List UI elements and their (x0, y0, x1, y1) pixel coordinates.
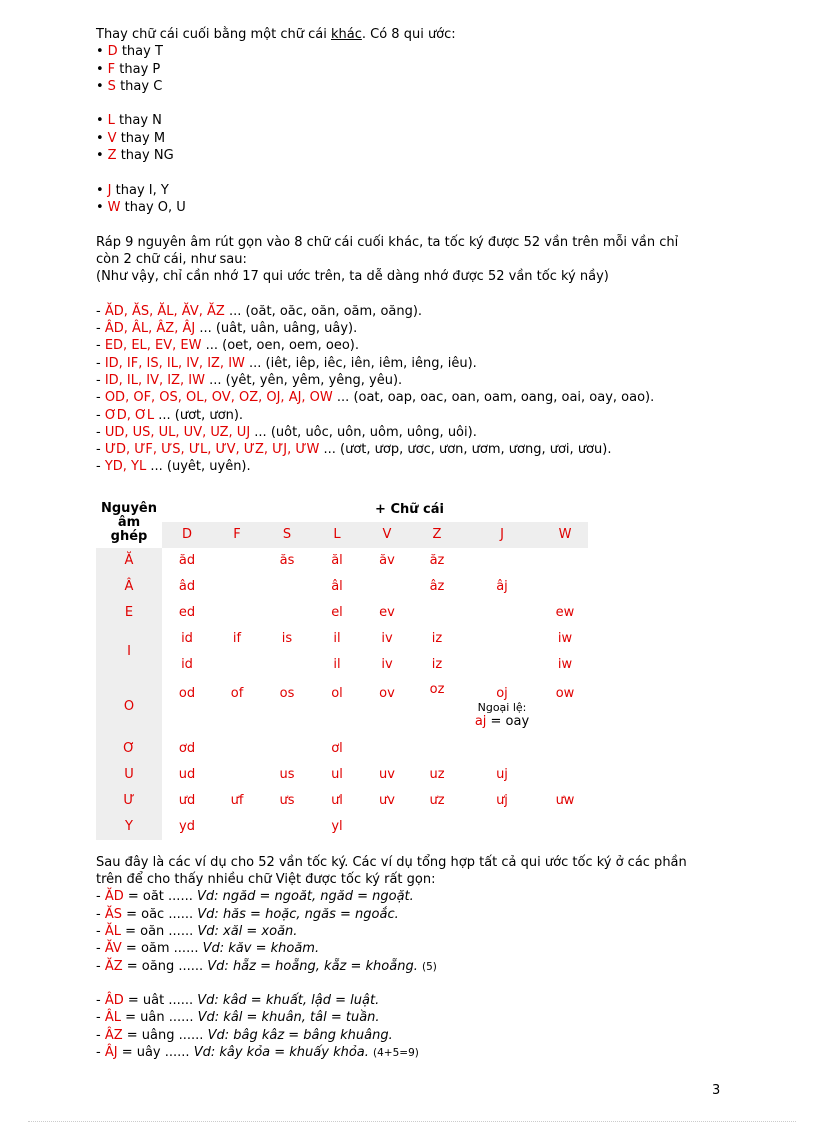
example-meaning: = uây ...... (117, 1044, 194, 1060)
table-cell: iz (431, 631, 443, 647)
table-row (96, 678, 588, 736)
table-cell: uj (496, 767, 508, 783)
paragraph-line: trên để cho thấy nhiều chữ Việt được tốc ký rất gọn: (96, 872, 436, 888)
bullet-icon: • (96, 78, 104, 94)
table-cell (262, 814, 312, 840)
table-row (96, 574, 588, 600)
table-cell: âd (178, 579, 196, 595)
table-cell (212, 736, 262, 762)
spacer (96, 95, 736, 112)
bullet-icon: • (96, 130, 104, 146)
row-vowel: I (96, 626, 162, 678)
rule-text: thay P (115, 61, 161, 77)
example-code: ĂL (104, 923, 121, 939)
table-cell: us (279, 767, 295, 783)
exception-code: aj (474, 713, 487, 729)
row-vowel: Ư (96, 788, 162, 814)
example-text: Vd: hẵz = hoẵng, kẵz = khoẵng. (207, 958, 418, 974)
table-cell: iv (381, 657, 393, 673)
table-cell (462, 814, 542, 840)
table-cell: ăv (379, 553, 395, 569)
example-meaning: = oăt ...... (123, 889, 197, 905)
table-cell: âz (429, 579, 445, 595)
rhyme-meaning: ... (ươt, ươn). (154, 407, 244, 423)
table-cell (462, 600, 542, 626)
example-code: ÂJ (104, 1044, 118, 1060)
rhyme-item (96, 355, 736, 372)
dash: - (96, 442, 105, 458)
dash: - (96, 459, 105, 475)
rule-item (96, 147, 736, 164)
table-cell: os (279, 685, 295, 701)
corner-header (96, 498, 162, 548)
bullet-icon: • (96, 44, 104, 60)
table-cell: ưf (230, 793, 244, 809)
table-cell (412, 600, 462, 626)
example-item: - ÂL = uân ...... Vd: kâl = khuân, tâl = tuần. (96, 1010, 380, 1026)
paragraph-line: còn 2 chữ cái, như sau: (96, 251, 247, 267)
rhyme-item (96, 441, 736, 458)
table-cell: iw (557, 631, 573, 647)
row-vowel: O (96, 678, 162, 736)
table-cell: ưd (178, 793, 196, 809)
example-text: Vd: kâl = khuân, tâl = tuần. (197, 1010, 380, 1026)
table-cell (212, 548, 262, 574)
example-text: Vd: bâg kâz = bâng khuâng. (207, 1027, 393, 1043)
dash: - (96, 338, 105, 354)
row-vowel: E (96, 600, 162, 626)
example-item: - ÂJ = uây ...... Vd: kây kỏa = khuấy khỏa. (4+5=9) (96, 1044, 419, 1060)
table-cell (412, 814, 462, 840)
bullet-icon: • (96, 61, 104, 77)
rhyme-item (96, 303, 736, 320)
table-cell: iw (557, 657, 573, 673)
rhyme-item (96, 407, 736, 424)
example-meaning: = uât ...... (123, 993, 198, 1009)
example-text: Vd: hăs = hoặc, ngăs = ngoắc. (197, 906, 399, 922)
example-meaning: = uâng ...... (122, 1027, 208, 1043)
column-header: J (462, 522, 542, 548)
table-row (96, 600, 588, 626)
dash: - (96, 424, 105, 440)
table-cell: ăs (279, 553, 295, 569)
rule-text: thay N (114, 113, 162, 129)
rhyme-meaning: ... (uyêt, uyên). (146, 459, 251, 475)
table-cell (262, 736, 312, 762)
rule-letter: W (107, 199, 121, 215)
rhyme-meaning: ... (uôt, uôc, uôn, uôm, uông, uôi). (250, 424, 477, 440)
table-row (96, 814, 588, 840)
table-cell (362, 814, 412, 840)
rhyme-codes: YD, YL (104, 459, 147, 475)
rule-text: thay I, Y (111, 182, 169, 198)
table-cell: ơd (178, 741, 196, 757)
corner-word: ghép (110, 529, 148, 545)
example-text: Vd: kây kỏa = khuấy khỏa. (193, 1044, 369, 1060)
table-cell: uv (379, 767, 395, 783)
rule-item (96, 61, 736, 78)
example-code: ÂZ (104, 1027, 123, 1043)
rule-text: thay T (117, 44, 163, 60)
example-meaning: = oăm ...... (121, 941, 203, 957)
table-cell (542, 548, 588, 574)
table-cell: ưz (429, 793, 445, 809)
group-header: + Chữ cái (375, 502, 444, 518)
row-vowel: Â (96, 574, 162, 600)
example-item: - ĂV = oăm ...... Vd: kăv = khoăm. (96, 941, 320, 957)
rhyme-item (96, 458, 736, 475)
example-text: Vd: xăl = xoăn. (197, 923, 298, 939)
table-cell: ưv (379, 793, 395, 809)
bullet-icon: • (96, 182, 104, 198)
table-cell: iv (381, 631, 393, 647)
spacer (96, 975, 736, 992)
table-cell: ăd (178, 553, 196, 569)
rhyme-item (96, 372, 736, 389)
table-cell: ov (379, 685, 395, 701)
table-cell (262, 600, 312, 626)
example-item: - ÂZ = uâng ...... Vd: bâg kâz = bâng khuâng. (96, 1027, 393, 1043)
table-cell (212, 652, 262, 678)
table-cell (212, 814, 262, 840)
table-row (96, 736, 588, 762)
column-header: L (312, 522, 362, 548)
table-cell: id (181, 657, 193, 673)
example-item: - ĂD = oăt ...... Vd: ngăd = ngoăt, ngăd = ngoặt. (96, 889, 414, 905)
column-header: S (262, 522, 312, 548)
rule-text: thay M (116, 130, 166, 146)
table-cell: ưj (496, 793, 508, 809)
table-cell: ed (178, 605, 196, 621)
example-item: - ĂS = oăc ...... Vd: hăs = hoặc, ngăs = ngoắc. (96, 906, 399, 922)
column-header: F (212, 522, 262, 548)
table-cell (412, 736, 462, 762)
rule-letter: F (107, 61, 116, 77)
rhyme-codes: ED, EL, EV, EW (104, 338, 202, 354)
page-number: 3 (712, 1083, 721, 1098)
example-code: ĂV (104, 941, 122, 957)
rhyme-meaning: ... (ươt, ươp, ươc, ươn, ươm, ương, ươi, ươu). (319, 442, 612, 458)
page-divider (28, 1121, 796, 1122)
rule-item (96, 43, 736, 60)
table-cell: âj (496, 579, 508, 595)
rhyme-item (96, 320, 736, 337)
example-meaning: = uân ...... (120, 1010, 198, 1026)
rhyme-codes: OD, OF, OS, OL, OV, OZ, OJ, AJ, OW (104, 390, 333, 406)
table-cell: ul (331, 767, 343, 783)
table-cell (262, 574, 312, 600)
rhyme-codes: ƠD, ƠL (104, 407, 155, 423)
table-cell: ưs (279, 793, 295, 809)
table-cell (542, 762, 588, 788)
rule-letter: J (107, 182, 112, 198)
example-meaning: = oăn ...... (120, 923, 198, 939)
rule-letter: L (107, 113, 115, 129)
corner-word: Nguyên (101, 501, 157, 517)
rule-letter: D (107, 44, 118, 60)
example-count: (4+5=9) (373, 1046, 419, 1059)
table-cell (462, 626, 542, 652)
intro-line (96, 26, 736, 43)
table-row (96, 626, 588, 652)
example-item: - ĂZ = oăng ...... Vd: hẵz = hoẵng, kẵz = khoẵng. (5) (96, 958, 437, 974)
exception-label: Ngoại lệ: (477, 700, 527, 714)
table-row (96, 762, 588, 788)
dash: - (96, 390, 105, 406)
paragraph-line: Ráp 9 nguyên âm rút gọn vào 8 chữ cái cuối khác, ta tốc ký được 52 vần trên mỗi vần chỉ (96, 234, 679, 250)
table-cell: ưw (555, 793, 575, 809)
rhyme-item (96, 337, 736, 354)
example-code: ÂD (104, 993, 124, 1009)
table-cell (462, 548, 542, 574)
rhyme-meaning: ... (iêt, iêp, iêc, iên, iêm, iêng, iêu). (244, 355, 477, 371)
table-cell: ol (331, 685, 343, 701)
table-cell: id (181, 631, 193, 647)
rule-item (96, 78, 736, 95)
rhyme-codes: ID, IL, IV, IZ, IW (104, 372, 205, 388)
rule-text: thay O, U (120, 199, 186, 215)
rhyme-codes: ĂD, ĂS, ĂL, ĂV, ĂZ (104, 303, 225, 319)
column-header: V (362, 522, 412, 548)
spacer (96, 840, 736, 854)
table-cell: od (178, 685, 196, 701)
paragraph-line: (Như vậy, chỉ cần nhớ 17 qui ước trên, ta dễ dàng nhớ được 52 vần tốc ký nầy) (96, 269, 609, 285)
corner-word: âm (117, 515, 141, 531)
rhyme-codes: ƯD, ƯF, ƯS, ƯL, ƯV, ƯZ, ƯJ, ƯW (104, 442, 320, 458)
underlined-word: khác (330, 27, 362, 42)
rhyme-meaning: ... (oat, oap, oac, oan, oam, oang, oai, oay, oao). (332, 390, 655, 406)
table-cell: âl (331, 579, 343, 595)
rhyme-codes: ID, IF, IS, IL, IV, IZ, IW (104, 355, 245, 371)
intro-text-end: . Có 8 qui ước: (361, 27, 456, 42)
table-cell (212, 762, 262, 788)
bullet-icon: • (96, 148, 104, 164)
table-cell-text: oj (496, 685, 508, 701)
paragraph-2 (96, 234, 736, 286)
example-meaning: = oăng ...... (122, 958, 208, 974)
example-text: Vd: kâd = khuất, lậd = luật. (197, 993, 380, 1009)
table-row (96, 548, 588, 574)
row-vowel: Ă (96, 548, 162, 574)
table-cell (212, 574, 262, 600)
dash: - (96, 321, 105, 337)
table-row (96, 652, 588, 678)
table-cell: ưl (331, 793, 343, 809)
example-code: ĂS (104, 906, 122, 922)
rule-letter: S (107, 78, 116, 94)
column-header-row (96, 522, 588, 548)
table-cell: ăz (429, 553, 445, 569)
table-cell: ăl (331, 553, 343, 569)
rule-letter: V (107, 130, 117, 146)
table-cell (542, 814, 588, 840)
dash: - (96, 355, 105, 371)
examples-group-1 (96, 888, 736, 974)
dash: - (96, 407, 105, 423)
table-cell: el (331, 605, 343, 621)
example-meaning: = oăc ...... (121, 906, 198, 922)
table-cell (462, 736, 542, 762)
rhyme-table (96, 498, 588, 840)
rule-item (96, 112, 736, 129)
example-text: Vd: kăv = khoăm. (202, 941, 320, 957)
column-header: D (162, 522, 212, 548)
rules-group-3 (96, 182, 736, 217)
examples-group-2 (96, 992, 736, 1061)
table-cell: uz (429, 767, 445, 783)
table-cell: il (333, 631, 341, 647)
rule-item (96, 130, 736, 147)
rhyme-meaning: ... (uât, uân, uâng, uây). (195, 321, 358, 337)
row-vowel: U (96, 762, 162, 788)
rule-letter: Z (107, 148, 117, 164)
rules-group-1 (96, 43, 736, 95)
intro-text: Thay chữ cái cuối bằng một chữ cái (96, 27, 331, 42)
rhyme-item (96, 389, 736, 406)
table-cell: is (281, 631, 293, 647)
bullet-icon: • (96, 113, 104, 129)
spacer (96, 164, 736, 181)
rule-text: thay NG (116, 148, 174, 164)
paragraph-3 (96, 854, 736, 889)
table-cell (212, 600, 262, 626)
example-code: ÂL (104, 1010, 121, 1026)
table-cell: if (232, 631, 242, 647)
dash: - (96, 303, 105, 319)
table-cell: ev (379, 605, 395, 621)
table-cell (542, 736, 588, 762)
table-cell-exception (462, 678, 542, 736)
table-cell: iz (431, 657, 443, 673)
spacer (96, 285, 736, 302)
rule-text: thay C (115, 78, 163, 94)
exception-meaning: = oay (486, 713, 530, 729)
rhyme-codes: UD, US, UL, UV, UZ, UJ (104, 424, 251, 440)
table-cell (362, 574, 412, 600)
document-page (96, 26, 736, 1061)
rhyme-list (96, 303, 736, 476)
rhyme-codes: ÂD, ÂL, ÂZ, ÂJ (104, 321, 196, 337)
table-cell: il (333, 657, 341, 673)
table-cell: ow (555, 685, 575, 701)
spacer (96, 216, 736, 233)
table-cell (462, 652, 542, 678)
rhyme-meaning: ... (oăt, oăc, oăn, oăm, oăng). (224, 303, 423, 319)
rhyme-meaning: ... (oet, oen, oem, oeo). (201, 338, 359, 354)
rules-group-2 (96, 112, 736, 164)
example-count: (5) (421, 960, 437, 973)
rule-item (96, 199, 736, 216)
dash: - (96, 372, 105, 388)
table-cell (542, 574, 588, 600)
example-item: - ÂD = uât ...... Vd: kâd = khuất, lậd = luật. (96, 993, 380, 1009)
table-row (96, 788, 588, 814)
example-item: - ĂL = oăn ...... Vd: xăl = xoăn. (96, 923, 298, 939)
table-cell: oz (429, 681, 445, 697)
table-cell: ud (178, 767, 196, 783)
rhyme-meaning: ... (yêt, yên, yêm, yêng, yêu). (204, 372, 403, 388)
row-vowel: Ơ (96, 736, 162, 762)
column-header: Z (412, 522, 462, 548)
column-header: W (542, 522, 588, 548)
table-cell (262, 652, 312, 678)
table-cell (362, 736, 412, 762)
rhyme-item (96, 424, 736, 441)
example-text: Vd: ngăd = ngoăt, ngăd = ngoặt. (196, 889, 414, 905)
example-code: ĂZ (104, 958, 123, 974)
table-cell: ew (555, 605, 575, 621)
table-cell: ơl (331, 741, 343, 757)
table-cell: of (230, 685, 244, 701)
example-code: ĂD (104, 889, 124, 905)
rule-item (96, 182, 736, 199)
table-cell: yd (179, 819, 195, 835)
row-vowel: Y (96, 814, 162, 840)
bullet-icon: • (96, 199, 104, 215)
table-cell: yl (331, 819, 343, 835)
table-header-row (96, 498, 588, 522)
paragraph-line: Sau đây là các ví dụ cho 52 vần tốc ký. Các ví dụ tổng hợp tất cả qui ước tốc ký ở các phần (96, 854, 687, 870)
